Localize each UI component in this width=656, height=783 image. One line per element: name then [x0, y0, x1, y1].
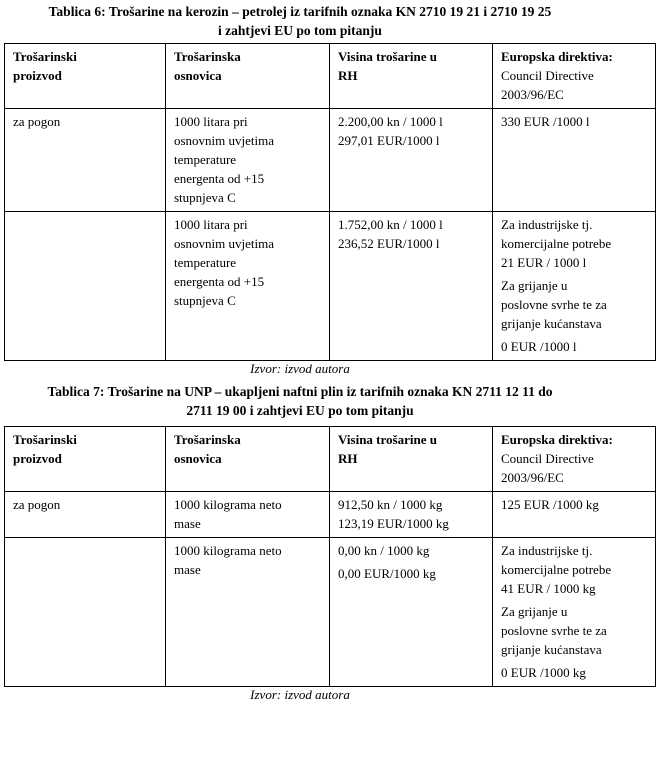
- header-text: Trošarinski: [13, 432, 77, 447]
- header-text: osnovica: [174, 68, 222, 83]
- table7-source: Izvor: izvod autora: [250, 687, 350, 702]
- table7-header-product: [5, 427, 166, 492]
- table-cell: [166, 492, 330, 538]
- cell-text: komercijalne potrebe: [501, 562, 612, 577]
- table6-row2: [5, 212, 656, 361]
- cell-text: poslovne svrhe te za: [501, 297, 607, 312]
- header-text: 2003/96/EC: [501, 470, 564, 485]
- cell-text: stupnjeva C: [174, 293, 236, 308]
- cell-text: grijanje kućanstava: [501, 642, 602, 657]
- cell-text: 2.200,00 kn / 1000 l: [338, 114, 443, 129]
- cell-text: 1000 kilograma neto: [174, 543, 282, 558]
- cell-text: 0,00 kn / 1000 kg: [338, 543, 430, 558]
- table-cell: [166, 538, 330, 687]
- table-cell: [493, 538, 656, 687]
- cell-text: Za grijanje u: [501, 604, 568, 619]
- header-text: Trošarinska: [174, 49, 241, 64]
- table7-caption-line2: 2711 19 00 i zahtjevi EU po tom pitanju: [186, 403, 414, 418]
- cell-text: 0,00 EUR/1000 kg: [338, 566, 436, 581]
- table6-header-base: [166, 44, 330, 109]
- table6-header-row: [5, 44, 656, 109]
- cell-text: Za grijanje u: [501, 278, 568, 293]
- table-cell: [166, 212, 330, 361]
- table-cell: [5, 492, 166, 538]
- cell-text: 21 EUR / 1000 l: [501, 255, 587, 270]
- header-text: Trošarinski: [13, 49, 77, 64]
- header-text: Europska direktiva:: [501, 49, 613, 64]
- cell-text: 330 EUR /1000 l: [501, 114, 590, 129]
- cell-text: osnovnim uvjetima: [174, 133, 275, 148]
- table-cell: [5, 212, 166, 361]
- table-cell: [493, 109, 656, 212]
- cell-text: stupnjeva C: [174, 190, 236, 205]
- header-text: proizvod: [13, 68, 62, 83]
- cell-text: energenta od +15: [174, 171, 265, 186]
- table6-header-eu: [493, 44, 656, 109]
- header-text: proizvod: [13, 451, 62, 466]
- header-text: osnovica: [174, 451, 222, 466]
- table6: [4, 43, 656, 361]
- cell-text: 41 EUR / 1000 kg: [501, 581, 596, 596]
- cell-text: 0 EUR /1000 l: [501, 339, 577, 354]
- table7-header-base: [166, 427, 330, 492]
- cell-text: energenta od +15: [174, 274, 265, 289]
- header-text: Visina trošarine u: [338, 432, 437, 447]
- header-text: Visina trošarine u: [338, 49, 437, 64]
- header-text: RH: [338, 451, 358, 466]
- cell-text: za pogon: [13, 497, 61, 512]
- table7: [4, 426, 656, 687]
- table-cell: [5, 109, 166, 212]
- table6-header-product: [5, 44, 166, 109]
- table-cell: [493, 492, 656, 538]
- table7-row2: [5, 538, 656, 687]
- cell-text: 1.752,00 kn / 1000 l: [338, 217, 443, 232]
- header-text: Council Directive: [501, 451, 594, 466]
- cell-text: 1000 kilograma neto: [174, 497, 282, 512]
- cell-text: grijanje kućanstava: [501, 316, 602, 331]
- table-cell: [166, 109, 330, 212]
- table6-caption: [0, 0, 600, 40]
- cell-text: mase: [174, 562, 201, 577]
- table7-header-eu: [493, 427, 656, 492]
- table7-header-rate: [330, 427, 493, 492]
- cell-text: 0 EUR /1000 kg: [501, 665, 586, 680]
- cell-text: temperature: [174, 255, 237, 270]
- header-text: 2003/96/EC: [501, 87, 564, 102]
- table-cell: [493, 212, 656, 361]
- table6-caption-line1: Tablica 6: Trošarine na kerozin – petrolej iz tarifnih oznaka KN 2710 19 21 i 2710 19 25: [48, 4, 552, 19]
- cell-text: 1000 litara pri: [174, 114, 248, 129]
- cell-text: 912,50 kn / 1000 kg: [338, 497, 443, 512]
- cell-text: za pogon: [13, 114, 61, 129]
- header-text: Council Directive: [501, 68, 594, 83]
- header-text: Europska direktiva:: [501, 432, 613, 447]
- table6-caption-line2: i zahtjevi EU po tom pitanju: [218, 23, 382, 38]
- cell-text: Za industrijske tj.: [501, 543, 593, 558]
- cell-text: Za industrijske tj.: [501, 217, 593, 232]
- table7-caption: [0, 377, 600, 420]
- cell-text: 123,19 EUR/1000 kg: [338, 516, 449, 531]
- table-cell: [5, 538, 166, 687]
- cell-text: 125 EUR /1000 kg: [501, 497, 599, 512]
- table7-caption-line1: Tablica 7: Trošarine na UNP – ukapljeni naftni plin iz tarifnih oznaka KN 2711 12 11 do: [47, 384, 553, 399]
- cell-text: osnovnim uvjetima: [174, 236, 275, 251]
- table-cell: [330, 492, 493, 538]
- table7-header-row: [5, 427, 656, 492]
- cell-text: 297,01 EUR/1000 l: [338, 133, 440, 148]
- table6-header-rate: [330, 44, 493, 109]
- cell-text: komercijalne potrebe: [501, 236, 612, 251]
- cell-text: poslovne svrhe te za: [501, 623, 607, 638]
- table-cell: [330, 212, 493, 361]
- header-text: Trošarinska: [174, 432, 241, 447]
- cell-text: 1000 litara pri: [174, 217, 248, 232]
- header-text: RH: [338, 68, 358, 83]
- table-cell: [330, 538, 493, 687]
- table6-source: Izvor: izvod autora: [250, 361, 350, 376]
- cell-text: mase: [174, 516, 201, 531]
- cell-text: temperature: [174, 152, 237, 167]
- table-cell: [330, 109, 493, 212]
- table7-row1: [5, 492, 656, 538]
- cell-text: 236,52 EUR/1000 l: [338, 236, 440, 251]
- table6-row1: [5, 109, 656, 212]
